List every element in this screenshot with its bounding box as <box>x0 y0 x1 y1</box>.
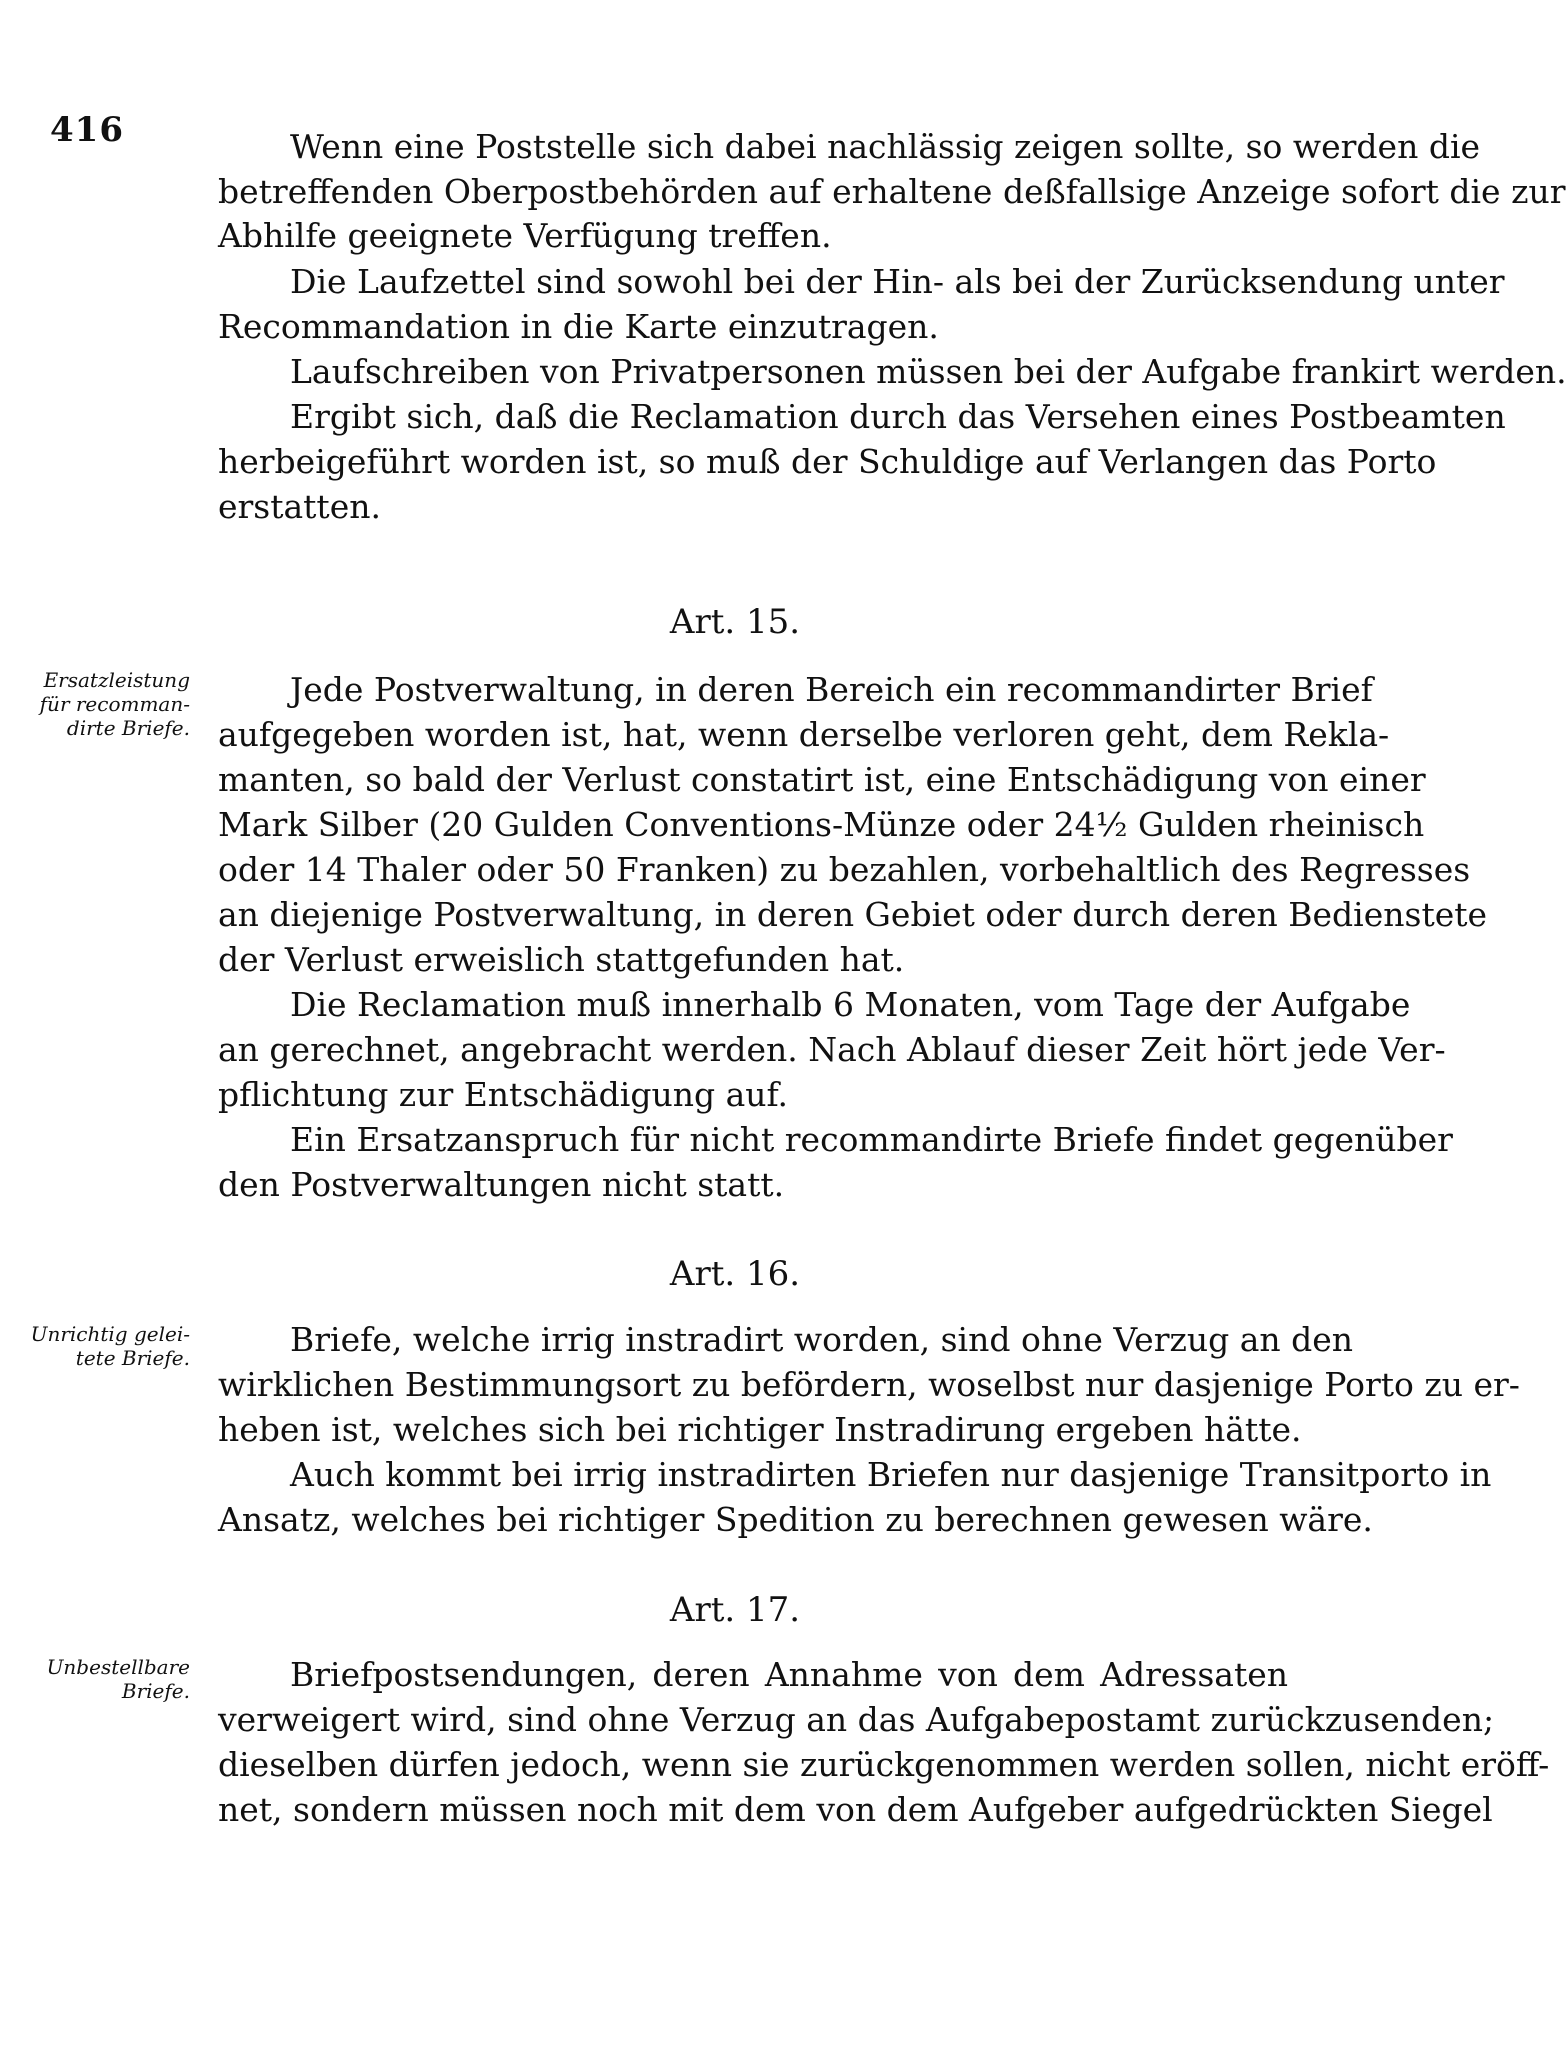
text-line: net, sondern müssen noch mit dem von dem Aufgeber aufgedrückten Siegel <box>218 1790 1493 1829</box>
margin-note-art17 <box>30 1655 190 1703</box>
page-number: 416 <box>50 110 124 150</box>
text-line: Mark Silber (20 Gulden Conventions-Münze oder 24½ Gulden rheinisch <box>218 805 1425 844</box>
text-line: oder 14 Thaler oder 50 Franken) zu bezahlen, vorbehaltlich des Regresses <box>218 850 1471 889</box>
text-line: Ein Ersatzanspruch für nicht recommandirte Briefe findet gegenüber <box>290 1120 1453 1159</box>
text-line: der Verlust erweislich stattgefunden hat. <box>218 940 905 979</box>
margin-note-line: dirte Briefe. <box>66 716 190 740</box>
text-line: Ansatz, welches bei richtiger Spedition zu berechnen gewesen wäre. <box>218 1500 1373 1539</box>
margin-note-line: Ersatzleistung <box>43 668 190 692</box>
article-heading-17: Art. 17. <box>669 1590 801 1630</box>
text-line: heben ist, welches sich bei richtiger Instradirung ergeben hätte. <box>218 1410 1302 1449</box>
text-line: aufgegeben worden ist, hat, wenn derselbe verloren geht, dem Rekla- <box>218 715 1390 754</box>
text-line: herbeigeführt worden ist, so muß der Schuldige auf Verlangen das Porto <box>218 442 1437 481</box>
text-line: Briefpostsendungen, deren Annahme von dem Adressaten <box>290 1655 1288 1694</box>
text-line: betreffenden Oberpostbehörden auf erhaltene deßfallsige Anzeige sofort die zur <box>218 172 1566 211</box>
text-line: Wenn eine Poststelle sich dabei nachlässig zeigen sollte, so werden die <box>290 127 1481 166</box>
text-line: pflichtung zur Entschädigung auf. <box>218 1075 789 1114</box>
text-line: wirklichen Bestimmungsort zu befördern, woselbst nur dasjenige Porto zu er- <box>218 1365 1520 1404</box>
text-line: Die Laufzettel sind sowohl bei der Hin- als bei der Zurücksendung unter <box>290 262 1505 301</box>
text-line: an diejenige Postverwaltung, in deren Gebiet oder durch deren Bedienstete <box>218 895 1488 934</box>
margin-note-line: Briefe. <box>121 1679 190 1703</box>
text-line: Abhilfe geeignete Verfügung treffen. <box>218 216 832 255</box>
text-line: erstatten. <box>218 487 381 526</box>
text-line: Laufschreiben von Privatpersonen müssen bei der Aufgabe frankirt werden. <box>290 352 1567 391</box>
margin-note-art15 <box>30 668 190 740</box>
text-line: an gerechnet, angebracht werden. Nach Ablauf dieser Zeit hört jede Ver- <box>218 1030 1446 1069</box>
article-heading-16: Art. 16. <box>669 1254 801 1294</box>
text-line: Jede Postverwaltung, in deren Bereich ein recommandirter Brief <box>290 670 1373 709</box>
text-line: den Postverwaltungen nicht statt. <box>218 1165 785 1204</box>
text-line: verweigert wird, sind ohne Verzug an das Aufgabepostamt zurückzusenden; <box>218 1700 1495 1739</box>
text-line: Recommandation in die Karte einzutragen. <box>218 307 939 346</box>
article-heading-15: Art. 15. <box>669 602 801 642</box>
text-line: manten, so bald der Verlust constatirt ist, eine Entschädigung von einer <box>218 760 1426 799</box>
margin-note-line: Unrichtig gelei- <box>30 1322 190 1346</box>
margin-note-line: Unbestellbare <box>46 1655 190 1679</box>
text-line: Briefe, welche irrig instradirt worden, sind ohne Verzug an den <box>290 1320 1354 1359</box>
text-line: Die Reclamation muß innerhalb 6 Monaten, vom Tage der Aufgabe <box>290 985 1411 1024</box>
margin-note-art16 <box>30 1322 190 1370</box>
margin-note-line: tete Briefe. <box>75 1346 190 1370</box>
text-line: Auch kommt bei irrig instradirten Briefen nur dasjenige Transitporto in <box>290 1455 1492 1494</box>
margin-note-line: für recomman- <box>39 692 190 716</box>
text-line: Ergibt sich, daß die Reclamation durch das Versehen eines Postbeamten <box>290 397 1506 436</box>
text-line: dieselben dürfen jedoch, wenn sie zurückgenommen werden sollen, nicht eröff- <box>218 1745 1550 1784</box>
